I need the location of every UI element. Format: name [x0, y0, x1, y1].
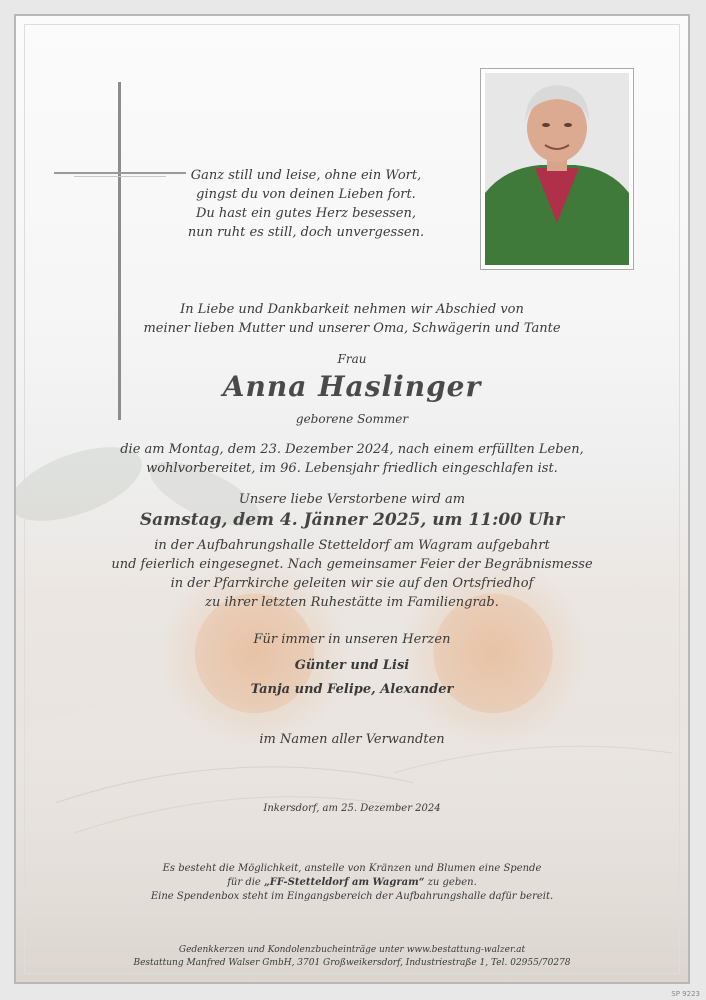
deceased-name: Anna Haslinger	[222, 370, 482, 403]
donation-line: Eine Spendenbox steht im Eingangsbereich der Aufbahrungshalle dafür bereit.	[150, 891, 554, 902]
forever-text: Für immer in unseren Herzen	[253, 632, 451, 647]
donation-line: Es besteht die Möglichkeit, anstelle von Kränzen und Blumen eine Spende	[162, 863, 542, 874]
poem-line: gingst du von deinen Lieben fort.	[196, 187, 416, 202]
poem-line: Ganz still und leise, ohne ein Wort,	[190, 168, 422, 183]
poem-line: Du hast ein gutes Herz besessen,	[196, 206, 416, 221]
funeral-line: und feierlich eingesegnet. Nach gemeinsamer Feier der Begräbnismesse	[111, 557, 593, 572]
death-line: wohlvorbereitet, im 96. Lebensjahr friedlich eingeschlafen ist.	[146, 461, 558, 476]
poem-line: nun ruht es still, doch unvergessen.	[187, 225, 425, 240]
funeral-line: zu ihrer letzten Ruhestätte im Familiengrab.	[205, 595, 499, 610]
donation-line	[16, 876, 688, 890]
portrait-frame	[480, 68, 634, 270]
portrait-photo	[485, 73, 629, 265]
funeral-line: in der Pfarrkirche geleiten wir sie auf den Ortsfriedhof	[170, 576, 534, 591]
parte-card	[14, 14, 690, 984]
mourner-name: Günter und Lisi	[294, 658, 410, 673]
funeral-text	[16, 536, 688, 612]
donation-post: zu geben.	[424, 877, 477, 888]
funeral-intro: Unsere liebe Verstorbene wird am	[238, 492, 466, 507]
intro-text	[16, 300, 688, 338]
place-date: Inkersdorf, am 25. Dezember 2024	[263, 803, 441, 814]
birth-name: geborene Sommer	[295, 412, 409, 426]
funeral-line: in der Aufbahrungshalle Stetteldorf am Wagram aufgebahrt	[154, 538, 550, 553]
mourner-name: Tanja und Felipe, Alexander	[250, 682, 454, 697]
relatives-text: im Namen aller Verwandten	[259, 732, 445, 747]
corner-code: SP 9223	[671, 990, 700, 998]
donation-pre: für die	[227, 877, 265, 888]
funeral-date: Samstag, dem 4. Jänner 2025, um 11:00 Uhr	[139, 510, 565, 530]
death-line: die am Montag, dem 23. Dezember 2024, nach einem erfüllten Leben,	[120, 442, 584, 457]
poem	[176, 166, 436, 242]
footer-line: Bestattung Manfred Walser GmbH, 3701 Großweikersdorf, Industriestraße 1, Tel. 02955/70278	[133, 958, 571, 968]
donation-text	[16, 862, 688, 904]
footer-text	[16, 944, 688, 970]
intro-line: meiner lieben Mutter und unserer Oma, Schwägerin und Tante	[143, 321, 561, 336]
title-word: Frau	[337, 352, 367, 366]
footer-line: Gedenkkerzen und Kondolenzbucheinträge unter www.bestattung-walzer.at	[178, 945, 526, 955]
donation-recipient: „FF-Stetteldorf am Wagram“	[264, 877, 425, 888]
death-text	[16, 440, 688, 478]
intro-line: In Liebe und Dankbarkeit nehmen wir Abschied von	[180, 302, 524, 317]
